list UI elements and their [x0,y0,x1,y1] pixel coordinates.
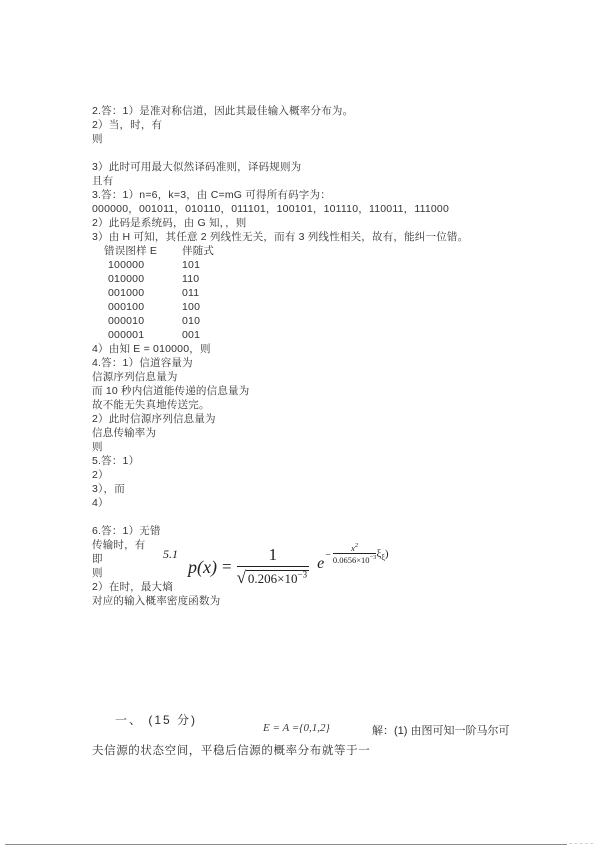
euler-e: e [317,555,325,572]
answer-line: 4.答：1）信道容量为 [92,357,193,369]
exponent-numerator: $x^2$ [333,543,377,554]
error-pattern-cell: 010000 [108,273,145,285]
syndrome-cell: 001 [182,329,201,341]
answer-line: 3.答：1）n=6，k=3，由 C=mG 可得所有码字为： [92,189,331,201]
fraction-numerator: 1 [237,545,310,567]
error-pattern-cell: 000001 [108,329,145,341]
answer-line: 4）由知 E = 010000，则 [92,343,211,355]
error-pattern-cell: 000010 [108,315,145,327]
answer-line: 6.答：1）无错 [92,525,161,537]
answer-line: 2）当，时，有 [92,119,163,131]
answer-line: 3），而 [92,483,125,495]
exponent-fraction [333,543,377,565]
exponent-minus: − [325,550,331,561]
page-divider [5,844,567,845]
exercise-heading: 一、 (15 分) [115,713,198,727]
x-squared-sup: 2 [354,542,359,550]
table-row [92,272,562,286]
sqrt-sign: √ [236,568,246,587]
formula-label: 5.1 [163,547,178,561]
answer-line: 信息传输率为 [92,427,157,439]
answer-line: 对应的输入概率密度函数为 [92,595,221,607]
answer-line: 故不能无失真地传送完。 [92,399,210,411]
exponent-denominator: $0.0656\times 10^{-3}$ [332,554,377,565]
answer-line: 传输时，有 [92,539,146,551]
answer-line: 5.答：1） [92,455,140,467]
answer-line: 2）此码是系统码，由 G 知，，则 [92,217,247,229]
formula-tail: $\xi_\xi$) [376,548,389,563]
table-row [92,286,562,300]
answer-text-block [92,104,562,608]
table-row [92,258,562,272]
syndrome-cell: 011 [182,287,200,299]
table-row [92,300,562,314]
answer-line: 3）由 H 可知，其任意 2 列线性无关，而有 3 列线性相关，故有，能纠一位错。 [92,231,469,243]
codeword-list-line: 000000，001011，010110，011101，100101，101110，110011，111000 [92,203,450,215]
syndrome-cell: 100 [182,301,201,313]
table-row [92,314,562,328]
answer-line: 则 [92,133,103,145]
answer-line: 2.答：1）是准对称信道，因此其最佳输入概率分布为。 [92,105,354,117]
state-space-math: E = A ={0,1,2} [263,722,330,734]
answer-line: 信源序列信息量为 [92,371,178,383]
solution-start-text: 解：(1) 由图可知一阶马尔可 [372,725,510,737]
error-pattern-cell: 001000 [108,287,145,299]
answer-line: 2）在时，最大熵 [92,581,173,593]
answer-line: 则 [92,441,103,453]
answer-line: 则 [92,567,103,579]
equals-sign: = [221,557,232,576]
radicand: $0.206\times 10^{-3}$ [247,569,308,586]
exp-den-sup: −3 [369,554,377,562]
syndrome-cell: 101 [182,259,201,271]
answer-line: 2）此时信源序列信息量为 [92,413,216,425]
blank-line [92,510,562,524]
answer-line: 即 [92,553,103,565]
answer-line: 而 10 秒内信道能传递的信息量为 [92,385,250,397]
exponent [325,543,388,565]
formula-lhs: p(x) [188,557,217,577]
divider-end-marks [569,843,593,844]
tail-subscript: ξ [381,553,385,563]
solution-continuation-text: 夫信源的状态空间，平稳后信源的概率分布就等于一 [92,745,371,757]
radicand-exponent: −3 [297,569,308,580]
syndrome-table-header [92,244,562,258]
syndrome-cell: 110 [182,273,200,285]
error-pattern-header: 错误图样 E [104,245,158,257]
error-pattern-cell: 000100 [108,301,145,313]
table-row [92,328,562,342]
fraction [237,545,310,588]
answer-line: 3）此时可用最大似然译码准则，译码规则为 [92,161,302,173]
fraction-denominator [237,567,310,588]
answer-line: 且有 [92,175,114,187]
syndrome-cell: 010 [182,315,201,327]
blank-line [92,146,562,160]
syndrome-header: 伴随式 [182,245,215,257]
answer-line: 4） [92,497,109,509]
answer-line: 2） [92,469,109,481]
error-pattern-cell: 100000 [108,259,145,271]
gaussian-density-formula [163,541,389,588]
